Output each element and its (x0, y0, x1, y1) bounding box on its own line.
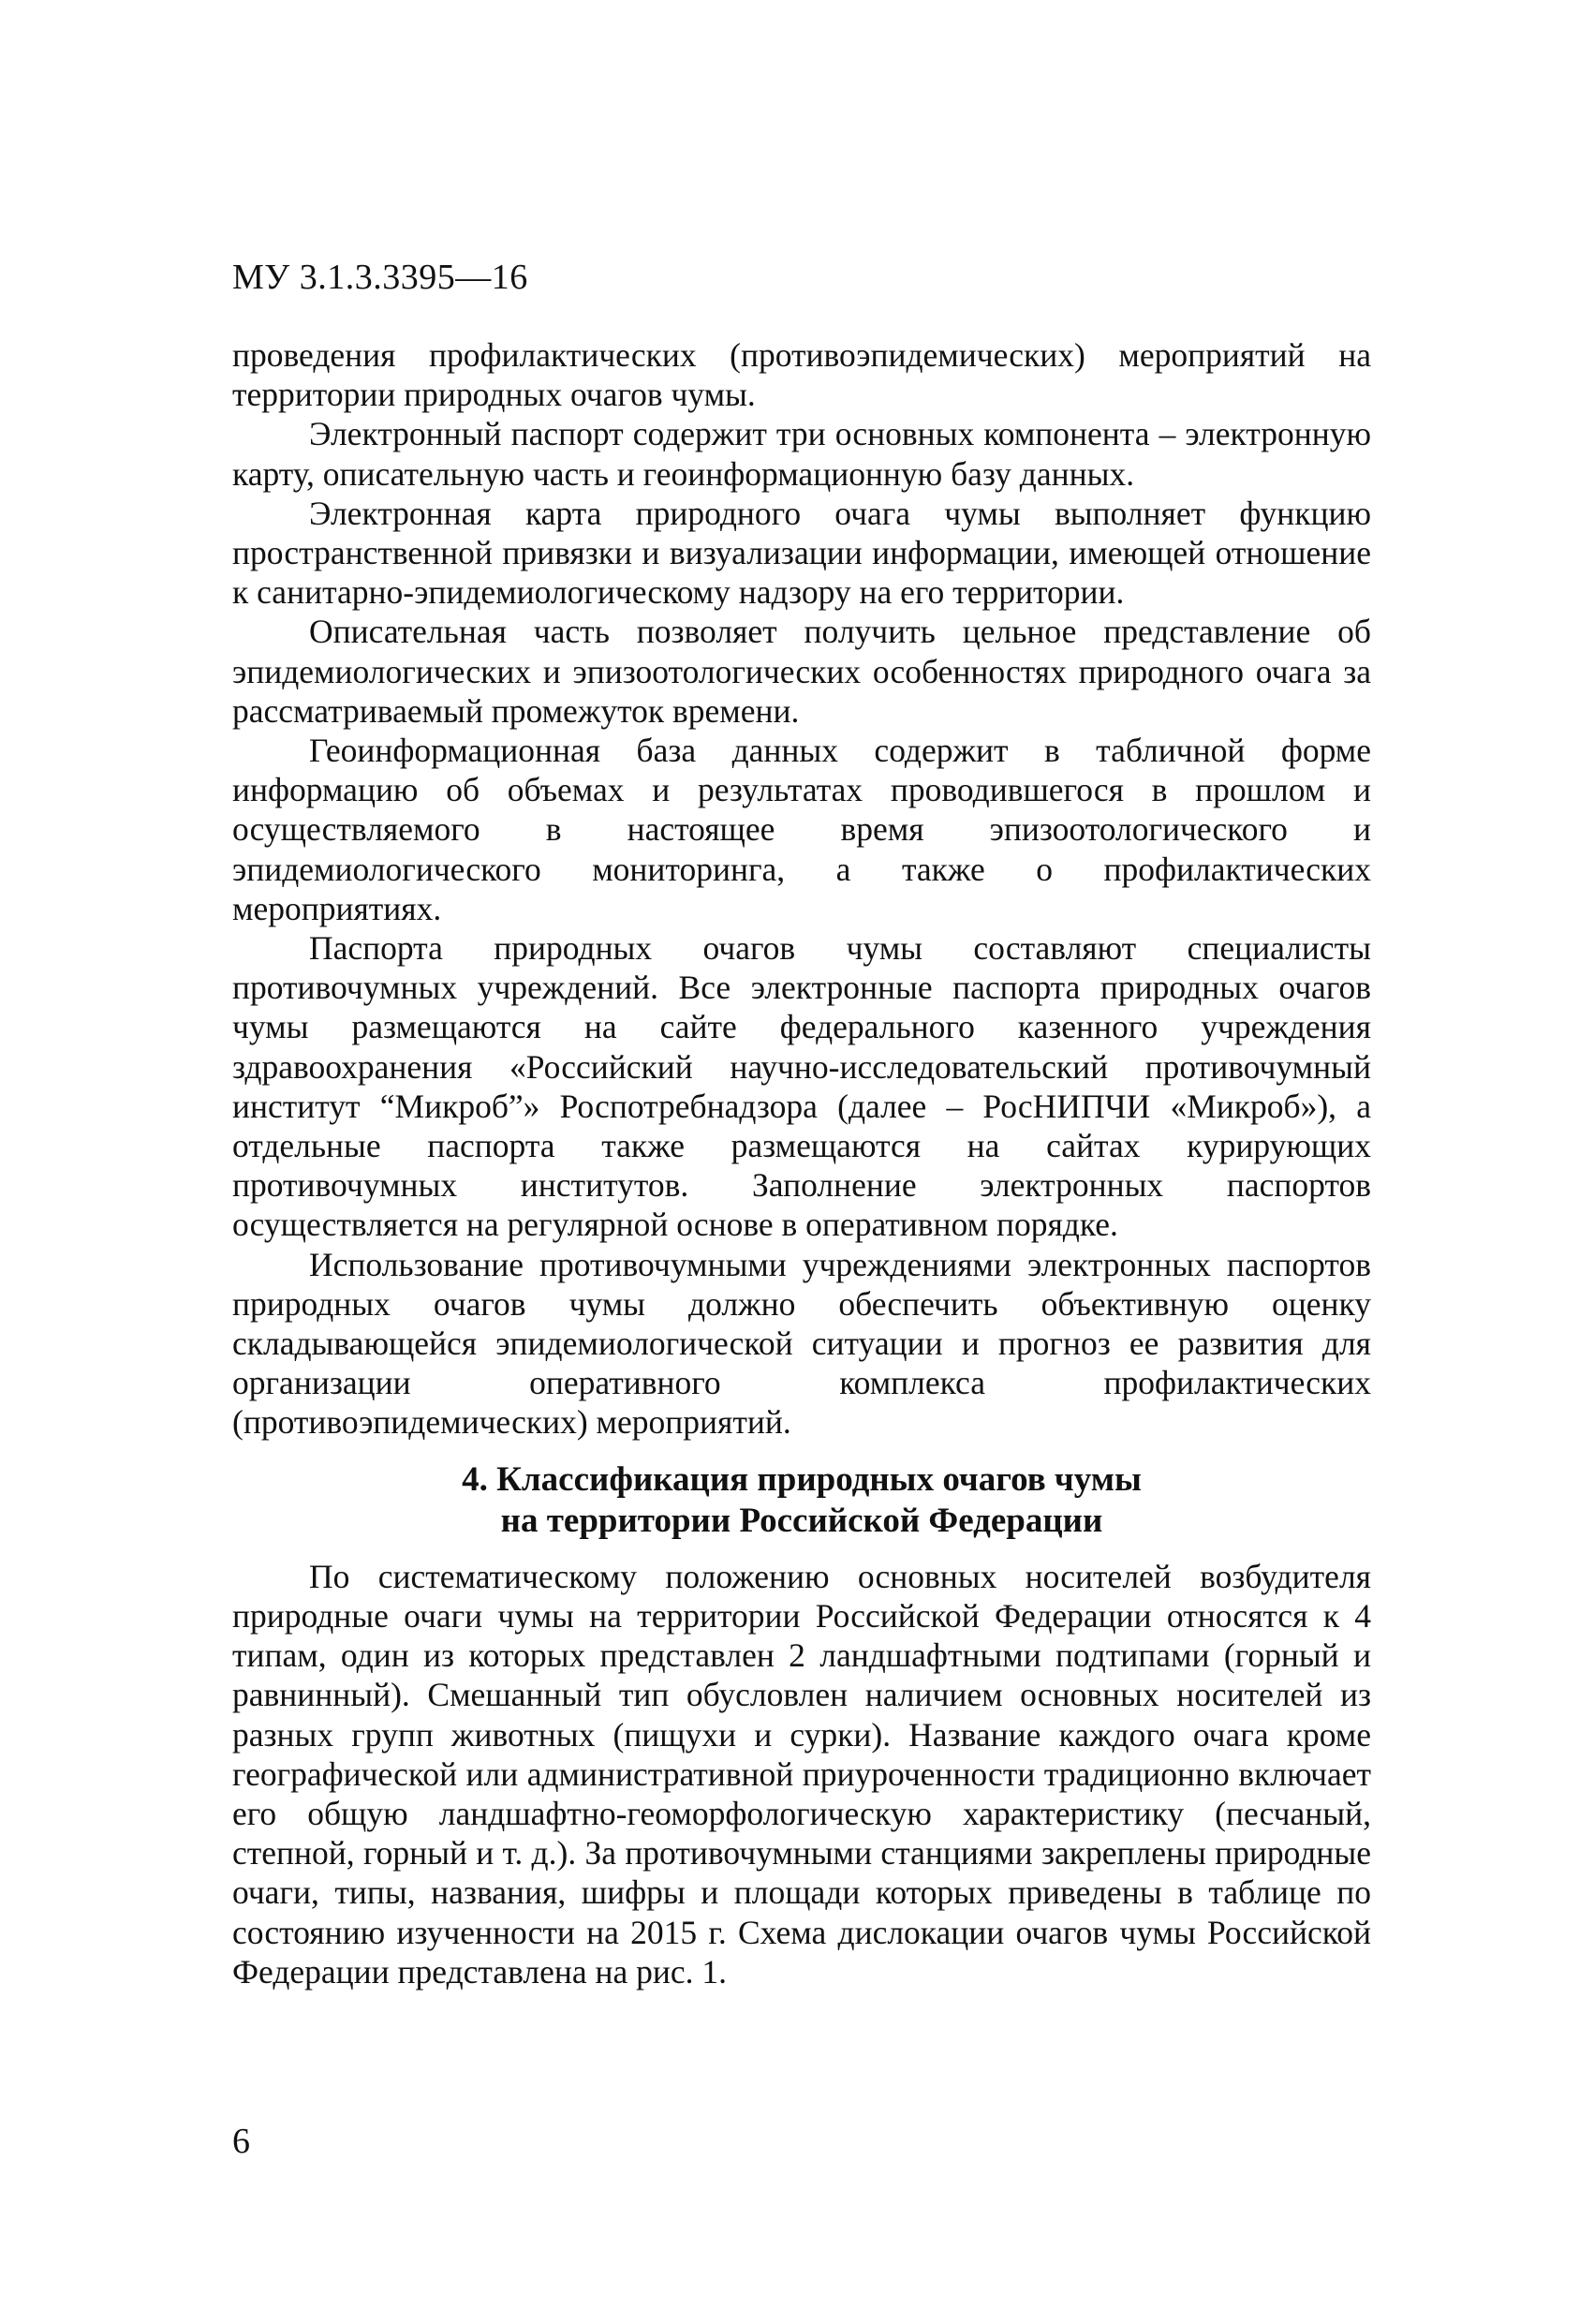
paragraph-geoinformation-database: Геоинформационная база данных содержит в табличной форме информацию об объемах и результатах проводившегося в прошлом и осуществляемого в настоящее время эпизоотологического и эпидемиологического мониторинга, а также о профилактических мероприятиях. (232, 732, 1371, 927)
paragraph-classification: По систематическому положению основных носителей возбудителя природные очаги чумы на территории Российской Федерации относятся к 4 типам, один из которых представлен 2 ландшафтными подтипами (горный и равнинный). Смешанный тип обусловлен наличием основных носителей из разных групп животных (пищухи и сурки). Название каждого очага кроме географической или административной приуроченности традиционно включает его общую ландшафтно-геоморфологическую характеристику (песчаный, степной, горный и т. д.). За противочумными станциями закреплены природные очаги, типы, названия, шифры и площади которых приведены в таблице по состоянию изученности на 2015 г. Схема дислокации очагов чумы Российской Федерации представлена на рис. 1. (232, 1557, 1371, 1991)
paragraph-passport-authors: Паспорта природных очагов чумы составляют специалисты противочумных учреждений. Все электронные паспорта природных очагов чумы размещаются на сайте федерального казенного учреждения здравоохранения «Российский научно-исследовательский противочумный институт “Микроб”» Роспотребнадзора (далее – РосНИПЧИ «Микроб»), а отдельные паспорта также размещаются на сайтах курирующих противочумных институтов. Заполнение электронных паспортов осуществляется на регулярной основе в оперативном порядке. (232, 929, 1371, 1244)
page-number: 6 (232, 2122, 250, 2161)
paragraph-continuation: проведения профилактических (противоэпидемических) мероприятий на территории природных очагов чумы. (232, 336, 1371, 414)
section-heading-line-2: на территории Российской Федерации (500, 1501, 1103, 1540)
paragraph-electronic-map: Электронная карта природного очага чумы выполняет функцию пространственной привязки и визуализации информации, имеющей отношение к санитарно-эпидемиологическому надзору на его территории. (232, 494, 1371, 612)
paragraph-passport-components: Электронный паспорт содержит три основных компонента – электронную карту, описательную часть и геоинформационную базу данных. (232, 415, 1371, 493)
section-heading (232, 1459, 1371, 1542)
section-heading-line-1: 4. Классификация природных очагов чумы (462, 1459, 1142, 1499)
document-code-header: МУ 3.1.3.3395—16 (232, 258, 528, 297)
body-text (232, 335, 1371, 1991)
paragraph-passport-usage: Использование противочумными учреждениями электронных паспортов природных очагов чумы должно обеспечить объективную оценку складывающейся эпидемиологической ситуации и прогноз ее развития для организации оперативного комплекса профилактических (противоэпидемических) мероприятий. (232, 1245, 1371, 1442)
paragraph-descriptive-part: Описательная часть позволяет получить цельное представление об эпидемиологических и эпизоотологических особенностях природного очага за рассматриваемый промежуток времени. (232, 613, 1371, 730)
